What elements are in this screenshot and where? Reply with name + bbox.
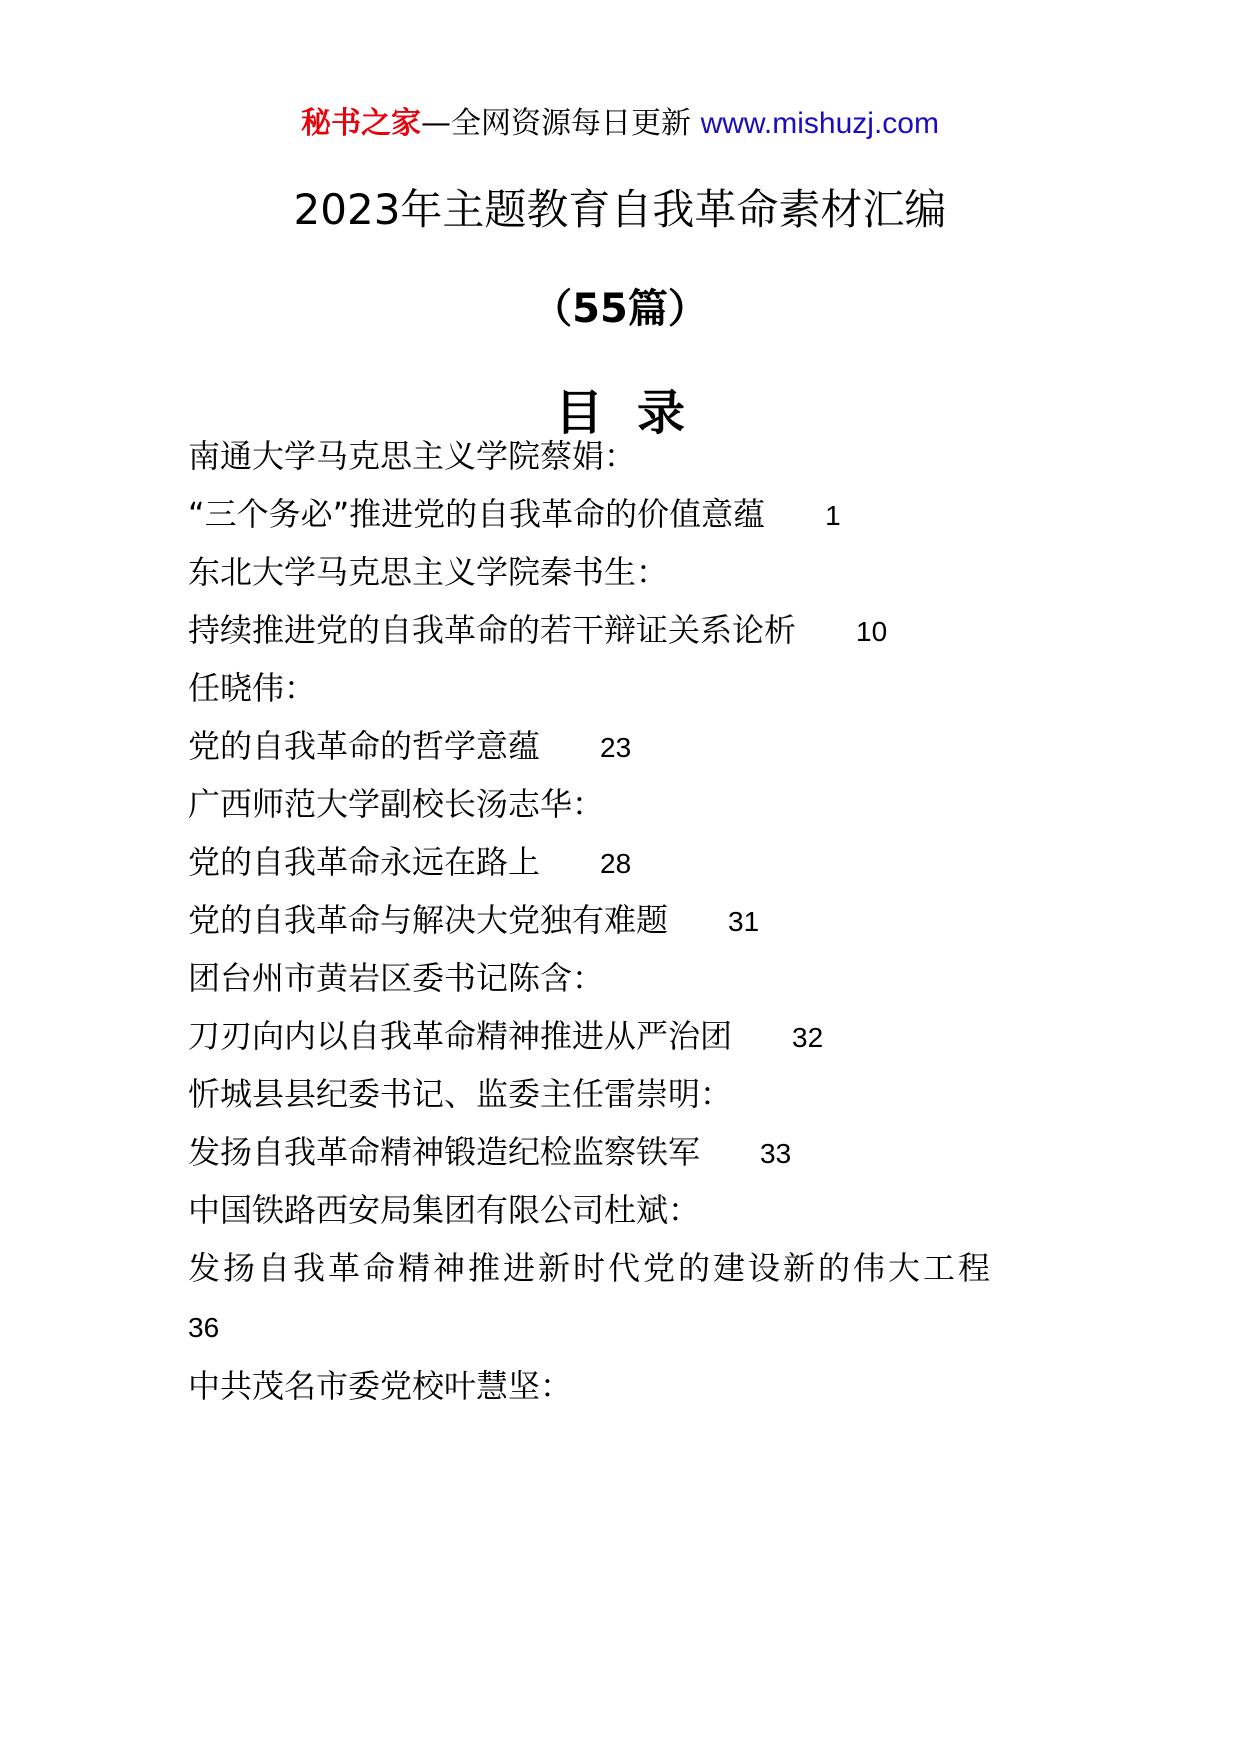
article-count: （55篇）	[532, 286, 708, 332]
toc-page-number: 33	[760, 1138, 792, 1169]
site-header	[0, 104, 1240, 144]
toc-entry-title: 党的自我革命永远在路上	[188, 843, 541, 881]
toc-entry-title: “三个务必”推进党的自我革命的价值意蕴	[188, 495, 766, 533]
toc-entry[interactable]	[188, 608, 887, 654]
toc-author: 任晓伟：	[188, 669, 317, 707]
toc-entry[interactable]	[188, 1014, 823, 1060]
toc-entry[interactable]	[188, 1130, 791, 1176]
toc-entry-title: 党的自我革命与解决大党独有难题	[188, 901, 669, 939]
toc-entry[interactable]	[188, 724, 631, 770]
toc-entry[interactable]	[188, 840, 631, 886]
toc-page-number: 31	[728, 906, 760, 937]
toc-entry-title[interactable]: 发扬自我革命精神推进新时代党的建设新的伟大工程	[188, 1249, 994, 1287]
toc-author: 东北大学马克思主义学院秦书生：	[188, 553, 669, 591]
toc-page-number: 36	[188, 1312, 220, 1343]
toc-heading: 目录	[554, 385, 719, 441]
site-url-link[interactable]: www.mishuzj.com	[700, 107, 939, 140]
toc-page-number: 23	[600, 732, 632, 763]
toc-entry-page-row	[188, 1304, 219, 1350]
toc-page-number: 28	[600, 848, 632, 879]
toc-page-number: 32	[792, 1022, 824, 1053]
toc-page-number: 10	[856, 616, 888, 647]
toc-entry[interactable]	[188, 898, 759, 944]
brand-name: 秘书之家	[301, 106, 422, 141]
toc-page-number: 1	[825, 500, 841, 531]
toc-entry-title: 发扬自我革命精神锻造纪检监察铁军	[188, 1133, 701, 1171]
toc-author: 南通大学马克思主义学院蔡娟：	[188, 437, 637, 475]
toc-author: 广西师范大学副校长汤志华：	[188, 785, 605, 823]
toc-entry[interactable]	[188, 492, 841, 538]
toc-entry-title: 党的自我革命的哲学意蕴	[188, 727, 541, 765]
toc-entry-title: 持续推进党的自我革命的若干辩证关系论析	[188, 611, 797, 649]
header-slogan: —全网资源每日更新	[421, 106, 692, 141]
toc-author: 中国铁路西安局集团有限公司杜斌：	[188, 1191, 701, 1229]
toc-entry-title: 刀刃向内以自我革命精神推进从严治团	[188, 1017, 733, 1055]
toc-author: 忻城县县纪委书记、监委主任雷崇明：	[188, 1075, 733, 1113]
toc-author: 团台州市黄岩区委书记陈含：	[188, 959, 605, 997]
document-title: 2023年主题教育自我革命素材汇编	[293, 185, 947, 234]
toc-author: 中共茂名市委党校叶慧坚：	[188, 1367, 573, 1405]
